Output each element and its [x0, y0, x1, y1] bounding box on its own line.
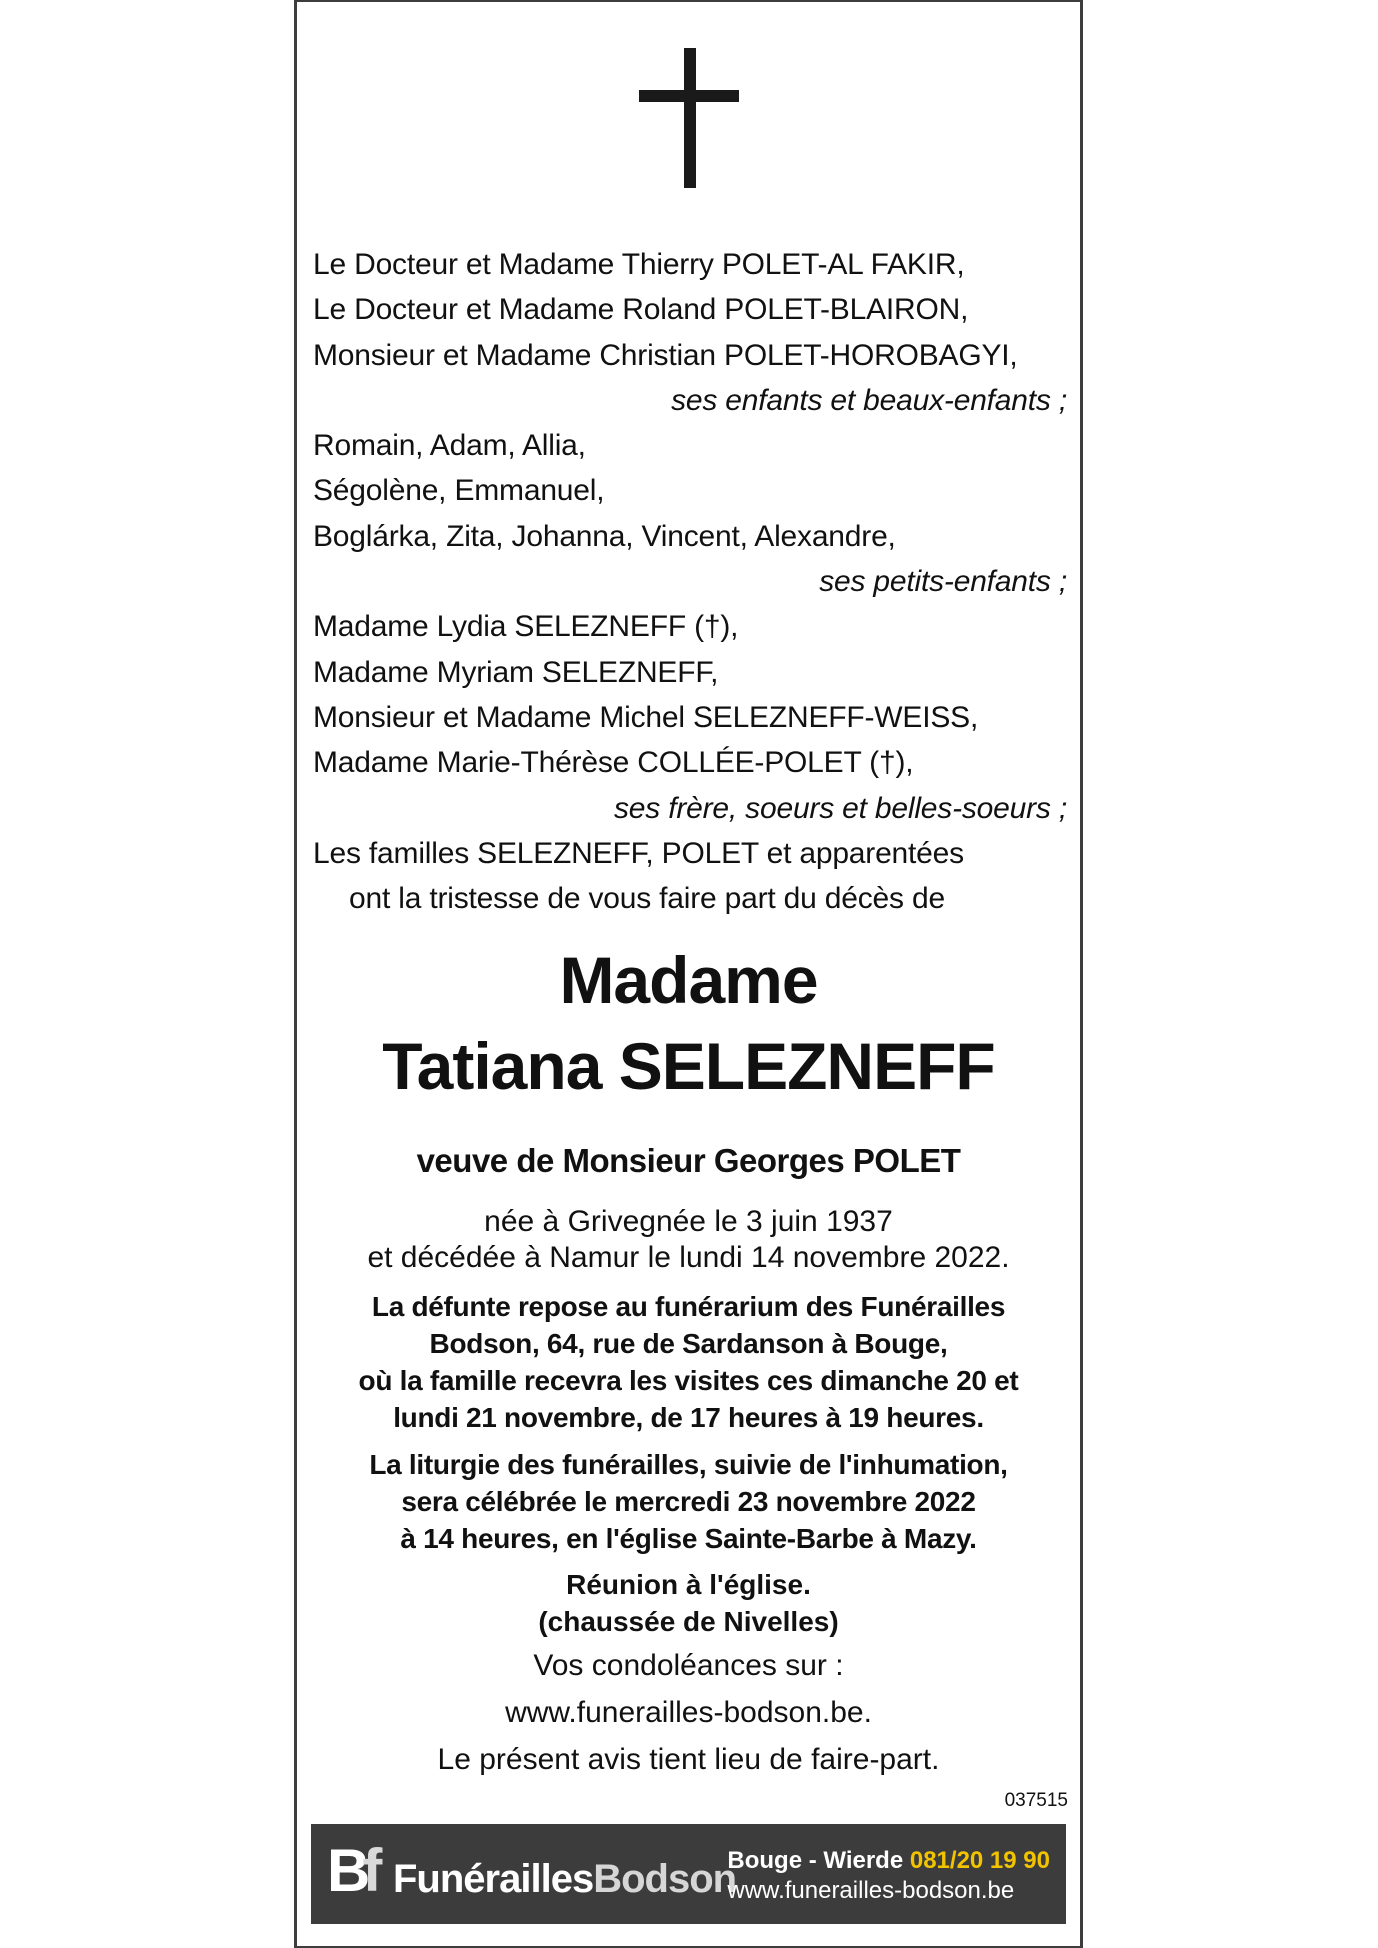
- family-line: Ségolène, Emmanuel,: [313, 474, 605, 508]
- family-line: Monsieur et Madame Michel SELEZNEFF-WEISS,: [313, 700, 979, 734]
- liturgy-line: sera célébrée le mercredi 23 novembre 2022: [401, 1486, 976, 1517]
- birth-line: née à Grivegnée le 3 juin 1937: [484, 1205, 893, 1238]
- relation-label: ses enfants et beaux-enfants ;: [671, 383, 1067, 417]
- visitation-line: où la famille recevra les visites ces dimanche 20 et: [358, 1365, 1019, 1396]
- bodson-logo-icon: Bf: [327, 1837, 375, 1904]
- phone-number[interactable]: 081/20 19 90: [909, 1847, 1050, 1874]
- family-line: Les familles SELEZNEFF, POLET et apparentées: [313, 836, 964, 870]
- deceased-title: Madame: [559, 943, 818, 1017]
- family-line: ont la tristesse de vous faire part du décès de: [349, 882, 945, 916]
- cross-icon: [639, 48, 739, 188]
- family-line: Monsieur et Madame Christian POLET-HOROBAGYI,: [313, 338, 1018, 372]
- widow-of: veuve de Monsieur Georges POLET: [416, 1142, 961, 1179]
- condolences-block: [297, 1642, 1080, 1783]
- funeral-home-name: FunéraillesBodson: [393, 1857, 737, 1901]
- dates-block: [297, 1204, 1080, 1276]
- family-line: Le Docteur et Madame Thierry POLET-AL FAKIR,: [313, 248, 965, 281]
- liturgy-line: La liturgie des funérailles, suivie de l'inhumation,: [369, 1449, 1008, 1480]
- condolences-line: Le présent avis tient lieu de faire-part.: [437, 1743, 940, 1776]
- funeral-home-contact: [727, 1846, 1050, 1906]
- deceased-name: Tatiana SELEZNEFF: [382, 1029, 995, 1103]
- relation-label: ses frère, soeurs et belles-soeurs ;: [614, 791, 1067, 825]
- locations: Bouge - Wierde: [727, 1847, 904, 1874]
- family-line: Madame Lydia SELEZNEFF (†),: [313, 610, 739, 644]
- condolences-link[interactable]: www.funerailles-bodson.be.: [505, 1696, 872, 1729]
- obituary-notice: [294, 0, 1083, 1948]
- reference-number: 037515: [1004, 1790, 1068, 1811]
- family-line: Romain, Adam, Allia,: [313, 429, 586, 463]
- family-line: Boglárka, Zita, Johanna, Vincent, Alexandre,: [313, 519, 896, 553]
- visitation-line: Bodson, 64, rue de Sardanson à Bouge,: [429, 1328, 948, 1359]
- funeral-home-banner: [311, 1824, 1066, 1924]
- family-line: Madame Myriam SELEZNEFF,: [313, 655, 719, 689]
- family-line: Le Docteur et Madame Roland POLET-BLAIRON,: [313, 293, 969, 327]
- meeting-line: Réunion à l'église.: [566, 1569, 811, 1600]
- visitation-block: [297, 1288, 1080, 1436]
- family-line: Madame Marie-Thérèse COLLÉE-POLET (†),: [313, 746, 914, 780]
- liturgy-line: à 14 heures, en l'église Sainte-Barbe à Mazy.: [400, 1523, 977, 1554]
- meeting-block: [297, 1566, 1080, 1640]
- condolences-line: Vos condoléances sur :: [533, 1649, 844, 1682]
- death-line: et décédée à Namur le lundi 14 novembre 2022.: [367, 1241, 1010, 1274]
- website-link[interactable]: www.funerailles-bodson.be: [727, 1877, 1015, 1904]
- visitation-line: lundi 21 novembre, de 17 heures à 19 heures.: [393, 1402, 984, 1433]
- meeting-line: (chaussée de Nivelles): [538, 1606, 839, 1637]
- liturgy-block: [297, 1446, 1080, 1557]
- relation-label: ses petits-enfants ;: [819, 565, 1067, 599]
- visitation-line: La défunte repose au funérarium des Funérailles: [371, 1291, 1006, 1322]
- family-list: [313, 242, 1075, 921]
